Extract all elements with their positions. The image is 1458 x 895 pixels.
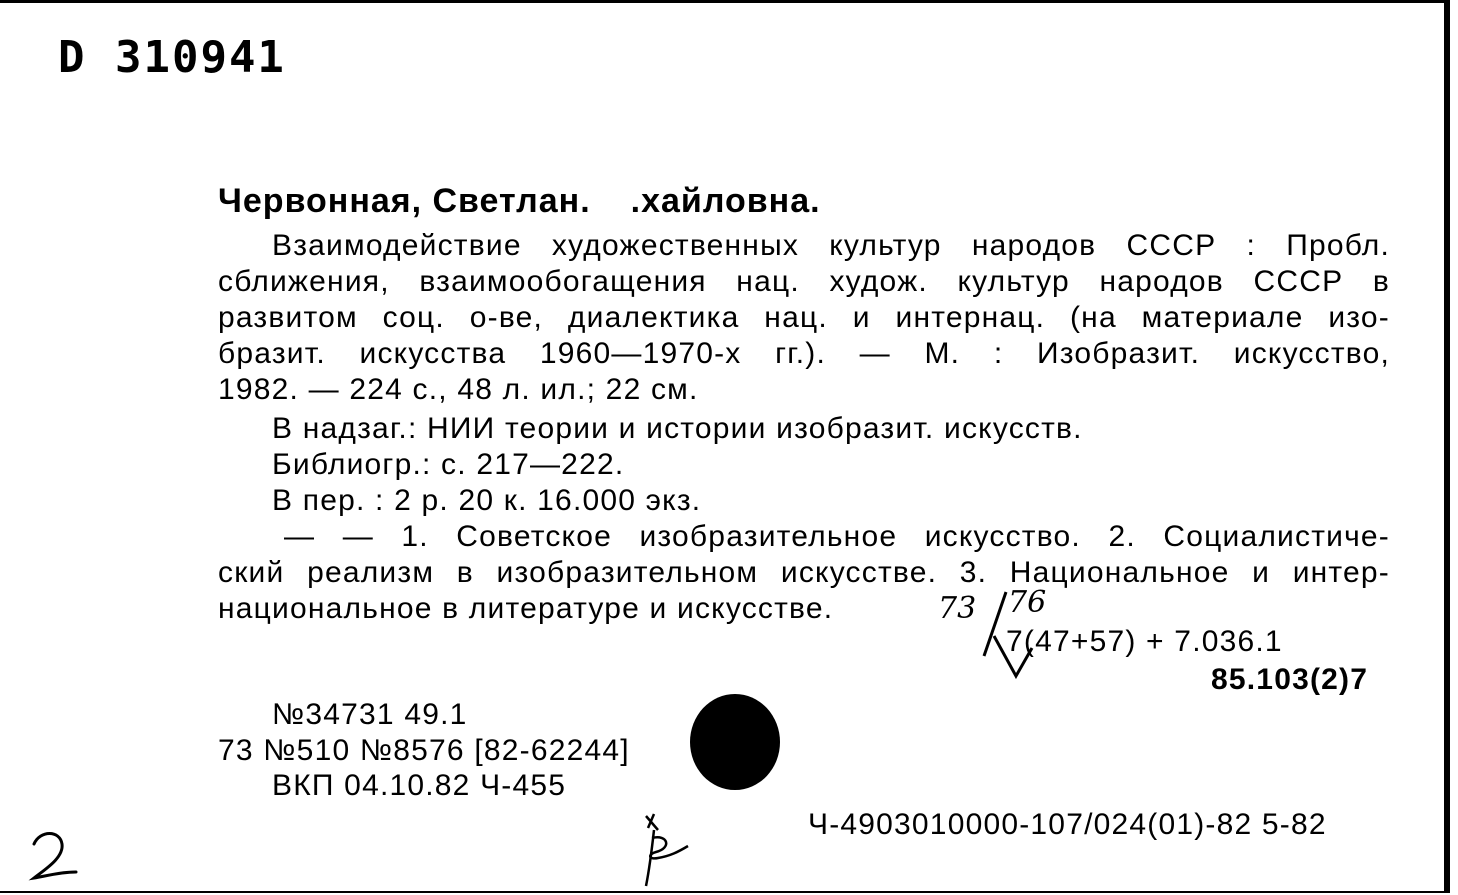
vkp-line: ВКП 04.10.82 Ч-455 — [272, 769, 567, 802]
svg-text:76: 76 — [1008, 585, 1047, 620]
description-line-2: сближения, взаимообогащения нац. худож. культур народов СССР в — [218, 265, 1390, 298]
isbn-code-line: Ч-4903010000-107/024(01)-82 5-82 — [808, 808, 1327, 841]
classification-line-2: 85.103(2)7 — [1211, 663, 1369, 696]
subjects-line-2: ский реализм в изобразительном искусстве. 3. Национальное и интер- — [218, 556, 1390, 589]
order-number-line: №34731 49.1 — [272, 698, 468, 731]
description-line-5: 1982. — 224 с., 48 л. ил.; 22 см. — [218, 373, 699, 406]
description-line-4: бразит. искусства 1960—1970-х гг.). — М. : Изобразит. искусство, — [218, 337, 1390, 370]
description-line-3: развитом соц. о-ве, диалектика нац. и интернац. (на материале изо- — [218, 301, 1390, 334]
registry-numbers-line: 73 №510 №8576 [82-62244] — [218, 734, 630, 767]
note-bibliography: Библиогр.: с. 217—222. — [272, 448, 625, 481]
classification-line-1: 7(47+57) + 7.036.1 — [1006, 625, 1283, 658]
author-heading — [218, 183, 821, 219]
author-part-1: Червонная, Светлан. — [218, 182, 591, 220]
note-nadzag: В надзаг.: НИИ теории и истории изобразит. искусств. — [272, 412, 1083, 445]
author-part-2: .хайловна. — [630, 182, 821, 220]
subjects-line-3: национальное в литературе и искусстве. — [218, 592, 834, 625]
svg-text:73: 73 — [938, 591, 977, 626]
subjects-line-1: — — 1. Советское изобразительное искусство. 2. Социалистиче- — [284, 520, 1390, 553]
handwritten-initials-mark — [628, 808, 698, 890]
note-price: В пер. : 2 р. 20 к. 16.000 экз. — [272, 484, 702, 517]
card-serial-number: D 310941 — [58, 32, 286, 83]
handwritten-number-2 — [26, 826, 90, 886]
description-line-1: Взаимодействие художественных культур народов СССР : Пробл. — [272, 229, 1390, 262]
black-punch-dot — [690, 694, 780, 790]
